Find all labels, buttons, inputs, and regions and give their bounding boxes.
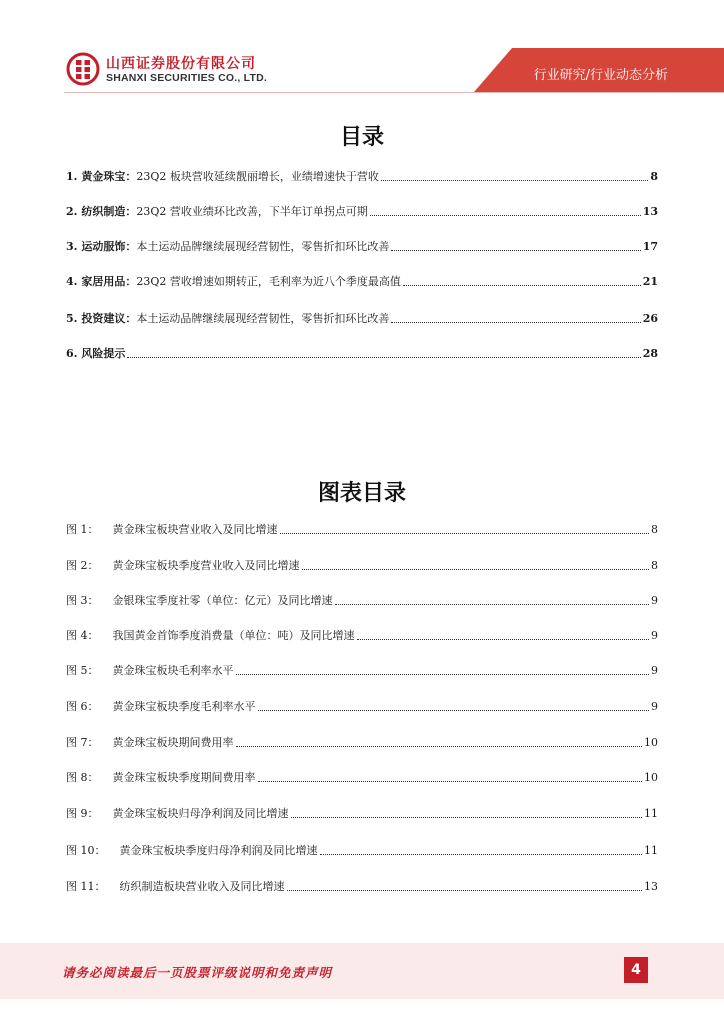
report-type-label: 行业研究/行业动态分析 — [533, 68, 668, 83]
figure-entry-page: 10 — [644, 771, 658, 784]
figure-entry-page: 9 — [651, 664, 658, 677]
dot-leader — [236, 746, 643, 747]
dot-leader — [127, 357, 640, 358]
figure-list-title: 图表目录 — [317, 481, 406, 506]
figure-entry[interactable] — [66, 842, 658, 858]
header-divider — [64, 92, 724, 93]
figure-entry-text: 黄金珠宝板块期间费用率 — [112, 736, 234, 749]
figure-entry[interactable] — [66, 557, 658, 573]
figure-entry-label: 图 3： — [66, 594, 99, 607]
toc-entry[interactable] — [66, 168, 658, 184]
figure-entry-page: 9 — [651, 629, 658, 642]
dot-leader — [258, 710, 650, 711]
figure-entry[interactable] — [66, 698, 658, 714]
dot-leader — [258, 781, 643, 782]
toc-entry-label: 5. 投资建议： — [66, 312, 137, 325]
figure-entry-text: 金银珠宝季度社零（单位：亿元）及同比增速 — [112, 594, 333, 607]
toc-entry[interactable] — [66, 203, 658, 219]
figure-entry-text: 黄金珠宝板块季度营业收入及同比增速 — [112, 559, 300, 572]
toc-entry-label: 1. 黄金珠宝： — [66, 170, 137, 183]
page-footer — [0, 943, 724, 999]
dot-leader — [335, 604, 650, 605]
dot-leader — [403, 285, 641, 286]
page-number: 4 — [624, 957, 648, 983]
figure-entry-text: 纺织制造板块营业收入及同比增速 — [119, 880, 285, 893]
figure-entry-label: 图 11： — [66, 880, 106, 893]
figure-entry-label: 图 10： — [66, 844, 106, 857]
toc-entry-text: 本土运动品牌继续展现经营韧性，零售折扣环比改善 — [136, 312, 390, 325]
toc-entry-page: 8 — [650, 170, 658, 183]
toc-entry-page: 17 — [642, 240, 658, 253]
figure-entry[interactable] — [66, 627, 658, 643]
dot-leader — [320, 854, 643, 855]
figure-entry-page: 11 — [644, 844, 658, 857]
dot-leader — [236, 674, 650, 675]
figure-entry-label: 图 4： — [66, 629, 99, 642]
dot-leader — [381, 180, 649, 181]
figure-entry-page: 8 — [651, 523, 658, 536]
figure-entry[interactable] — [66, 878, 658, 894]
figure-entry-text: 黄金珠宝板块归母净利润及同比增速 — [112, 807, 289, 820]
dot-leader — [302, 569, 650, 570]
figure-entry-page: 11 — [644, 807, 658, 820]
toc-entry-label: 6. 风险提示 — [66, 347, 126, 360]
figure-entry-page: 10 — [644, 736, 658, 749]
dot-leader — [391, 250, 640, 251]
figure-entry-label: 图 8： — [66, 771, 99, 784]
figure-entry[interactable] — [66, 592, 658, 608]
toc-entry-page: 21 — [642, 275, 658, 288]
company-name-en: SHANXI SECURITIES CO., LTD. — [106, 72, 267, 84]
figure-entry-text: 黄金珠宝板块季度期间费用率 — [112, 771, 256, 784]
page-header — [0, 0, 724, 96]
figure-entry[interactable] — [66, 662, 658, 678]
figure-entry-text: 黄金珠宝板块季度毛利率水平 — [112, 700, 256, 713]
figure-entry-page: 9 — [651, 700, 658, 713]
figure-entry-label: 图 7： — [66, 736, 99, 749]
toc-entry[interactable] — [66, 238, 658, 254]
figure-entry-page: 9 — [651, 594, 658, 607]
toc-entry-page: 26 — [642, 312, 658, 325]
figure-entry-label: 图 9： — [66, 807, 99, 820]
figure-entry[interactable] — [66, 521, 658, 537]
toc-entry-text: 23Q2 板块营收延续靓丽增长，业绩增速快于营收 — [136, 170, 379, 183]
figure-entry-text: 黄金珠宝板块季度归母净利润及同比增速 — [119, 844, 318, 857]
dot-leader — [291, 817, 643, 818]
footer-disclaimer: 请务必阅读最后一页股票评级说明和免责声明 — [62, 965, 333, 980]
toc-entry-label: 4. 家居用品： — [66, 275, 137, 288]
figure-entry-label: 图 1： — [66, 523, 99, 536]
figure-entry-text: 黄金珠宝板块营业收入及同比增速 — [112, 523, 278, 536]
figure-entry-text: 我国黄金首饰季度消费量（单位：吨）及同比增速 — [112, 629, 355, 642]
toc-entry-label: 3. 运动服饰： — [66, 240, 137, 253]
figure-entry-label: 图 6： — [66, 700, 99, 713]
toc-entry-text: 23Q2 营收业绩环比改善，下半年订单拐点可期 — [136, 205, 368, 218]
figure-entry-page: 13 — [644, 880, 658, 893]
toc-entry[interactable] — [66, 345, 658, 361]
figure-entry-page: 8 — [651, 559, 658, 572]
toc-entry[interactable] — [66, 273, 658, 289]
figure-entry-text: 黄金珠宝板块毛利率水平 — [112, 664, 234, 677]
company-name-cn: 山西证券股份有限公司 — [106, 56, 256, 72]
toc-entry[interactable] — [66, 310, 658, 326]
toc-entry-page: 28 — [642, 347, 658, 360]
dot-leader — [280, 533, 650, 534]
figure-entry[interactable] — [66, 805, 658, 821]
toc-title: 目录 — [339, 125, 384, 150]
toc-entry-label: 2. 纺织制造： — [66, 205, 137, 218]
dot-leader — [370, 215, 641, 216]
company-logo-icon — [66, 52, 100, 86]
toc-entry-text: 本土运动品牌继续展现经营韧性，零售折扣环比改善 — [136, 240, 390, 253]
toc-entry-text: 23Q2 营收增速如期转正，毛利率为近八个季度最高值 — [136, 275, 401, 288]
dot-leader — [357, 639, 650, 640]
dot-leader — [391, 322, 640, 323]
figure-entry-label: 图 5： — [66, 664, 99, 677]
figure-entry[interactable] — [66, 769, 658, 785]
dot-leader — [287, 890, 643, 891]
figure-entry-label: 图 2： — [66, 559, 99, 572]
toc-entry-page: 13 — [642, 205, 658, 218]
figure-entry[interactable] — [66, 734, 658, 750]
